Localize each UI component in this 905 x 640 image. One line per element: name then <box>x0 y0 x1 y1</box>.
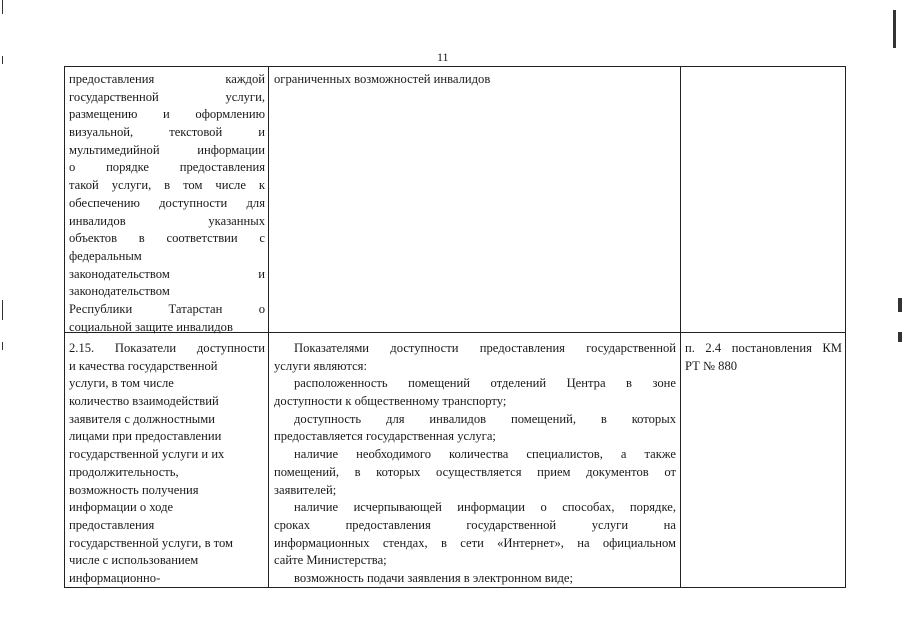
row-2-content-line: сайте Министерства; <box>274 553 387 568</box>
row-2-reference-line: п. 2.4 постановления КМ <box>685 341 842 355</box>
row-2-reference-cell <box>685 340 842 375</box>
row-2-requirement-line: лицами при предоставлении <box>69 429 222 444</box>
row-2-requirement-line: предоставления <box>69 517 155 532</box>
row-1-requirement-line: инвалидов указанных <box>69 213 265 228</box>
row-1-requirement-line: обеспечению доступности для <box>69 195 265 210</box>
row-2-content-cell <box>274 340 676 588</box>
table-border-left <box>64 66 65 588</box>
row-2-requirement-line: числе с использованием <box>69 553 199 568</box>
row-2-content-line: наличие исчерпывающей информации о способах, порядке, <box>294 500 676 515</box>
scan-artifact <box>2 0 3 14</box>
row-1-requirement-line: о порядке предоставления <box>69 160 265 175</box>
row-2-requirement-line: услуги, в том числе <box>69 376 174 391</box>
row-2-content-line: возможность подачи заявления в электронном виде; <box>294 570 573 585</box>
row-2-content-line: наличие необходимого количества специалистов, а также <box>294 447 676 462</box>
scan-artifact <box>2 300 3 320</box>
row-1-requirement-line: визуальной, текстовой и <box>69 125 265 140</box>
row-2-requirement-line: государственной услуги и их <box>69 447 225 462</box>
row-1-content-cell <box>274 71 676 89</box>
row-2-requirement-line: информации о ходе <box>69 500 174 515</box>
row-1-requirement-line: Республики Татарстан о <box>69 301 265 316</box>
scan-artifact <box>2 56 3 64</box>
row-1-requirement-line: социальной защите инвалидов <box>69 319 233 334</box>
row-1-requirement-line: государственной услуги, <box>69 89 265 104</box>
row-2-requirement-line: и качества государственной <box>69 358 218 373</box>
row-2-requirement-line: возможность получения <box>69 482 199 497</box>
table-border-top <box>64 66 846 67</box>
row-2-reference-line: РТ № 880 <box>685 358 738 373</box>
table-column-divider-2 <box>680 66 681 588</box>
row-2-content-line: расположенность помещений отделений Центра в зоне <box>294 376 676 391</box>
table-column-divider-1 <box>268 66 269 588</box>
row-1-requirement-line: законодательством и <box>69 266 265 281</box>
row-2-requirement-line: продолжительность, <box>69 464 179 479</box>
row-1-requirement-line: законодательством <box>69 284 170 299</box>
row-2-content-line: сроках предоставления государственной услуги на <box>274 517 676 532</box>
row-1-requirement-line: федеральным <box>69 248 142 263</box>
row-2-content-line: заявителей; <box>274 482 337 497</box>
row-2-requirement-line: заявителя с должностными <box>69 411 215 426</box>
row-1-requirement-line: мультимедийной информации <box>69 142 265 157</box>
row-1-content-line: ограниченных возможностей инвалидов <box>274 72 491 86</box>
page-number: 11 <box>437 50 449 64</box>
regulation-table <box>64 66 846 588</box>
row-2-requirement-line: государственной услуги, в том <box>69 535 234 550</box>
row-2-content-line: доступность для инвалидов помещений, в которых <box>294 411 676 426</box>
row-1-requirement-line: предоставления каждой <box>69 72 265 86</box>
row-1-requirement-line: объектов в соответствии с <box>69 231 265 246</box>
row-2-content-line: помещений, в которых осуществляется прием документов от <box>274 464 676 479</box>
row-2-requirement-cell <box>69 340 265 588</box>
row-1-requirement-line: размещению и оформлению <box>69 107 265 122</box>
table-border-right <box>845 66 846 588</box>
row-2-requirement-line: 2.15. Показатели доступности <box>69 341 265 355</box>
row-2-requirement-line: количество взаимодействий <box>69 394 219 409</box>
row-2-content-line: доступности к общественному транспорту; <box>274 394 507 409</box>
scan-artifact <box>898 298 902 312</box>
row-1-requirement-line: такой услуги, в том числе к <box>69 178 265 193</box>
scan-artifact <box>893 10 896 48</box>
row-2-content-line: информационных стендах, в сети «Интернет», на официальном <box>274 535 676 550</box>
row-2-content-line: Показателями доступности предоставления государственной <box>294 341 676 355</box>
scan-artifact <box>2 342 3 350</box>
row-1-requirement-cell <box>69 71 265 336</box>
scan-artifact <box>898 332 902 342</box>
row-2-content-line: услуги являются: <box>274 358 367 373</box>
row-2-requirement-line: информационно- <box>69 570 161 585</box>
row-2-content-line: предоставляется государственная услуга; <box>274 429 496 444</box>
